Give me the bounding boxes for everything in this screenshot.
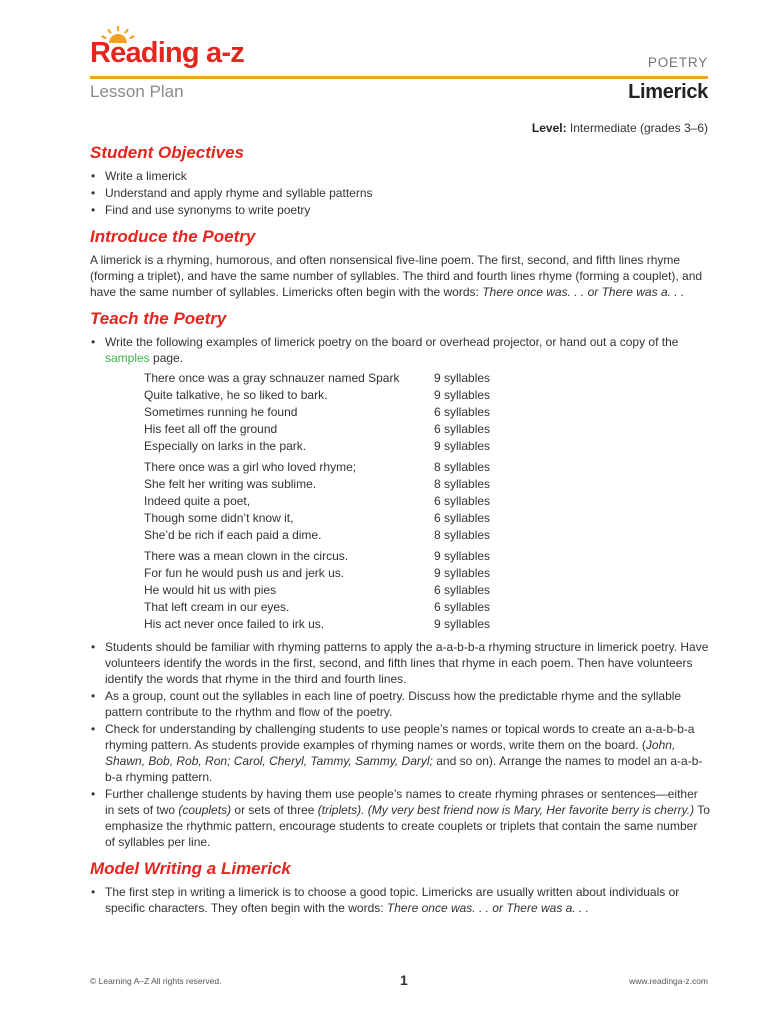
introduce-heading: Introduce the Poetry [90, 227, 256, 246]
verse-text: Though some didn’t know it, [144, 511, 294, 525]
website-url[interactable]: www.readinga-z.com [629, 976, 708, 986]
objectives-section [90, 143, 710, 218]
model-list [90, 884, 710, 916]
verse-text: She felt her writing was sublime. [144, 477, 317, 491]
poem-line [144, 421, 710, 438]
poem-examples [144, 370, 710, 633]
level-value: Intermediate (grades 3–6) [569, 121, 708, 135]
copyright: © Learning A–Z All rights reserved. [90, 976, 222, 986]
poem-line [144, 387, 710, 404]
page-title: Limerick [628, 81, 708, 103]
syllable-count: 9 syllables [434, 388, 491, 402]
teach-bullet [90, 786, 710, 850]
poem-block [144, 548, 710, 633]
bullet-italic: John, Shawn, Bob, Rob, Ron; Carol, Cheryl, Tammy, Sammy, Daryl; [105, 738, 676, 768]
verse-text: She’d be rich if each paid a dime. [144, 528, 322, 542]
verse-text: For fun he would push us and jerk us. [144, 566, 345, 580]
bullet-text: or sets of three [231, 803, 318, 817]
verse-text: His act never once failed to irk us. [144, 617, 325, 631]
verse-text: Especially on larks in the park. [144, 439, 307, 453]
syllable-count: 8 syllables [434, 528, 491, 542]
bullet-italic: There once was. . . or There was a. . . [386, 901, 590, 915]
verse-text: Quite talkative, he so liked to bark. [144, 388, 328, 402]
verse-text: His feet all off the ground [144, 422, 278, 436]
level-line [532, 121, 708, 135]
level-label: Level: [531, 121, 567, 135]
verse-text: There was a mean clown in the circus. [144, 549, 349, 563]
syllable-count: 6 syllables [434, 422, 491, 436]
bullet-text: The first step in writing a limerick is to choose a good topic. Limericks are usually written about individuals or specific characters. They often begin with the words: [105, 885, 680, 915]
objective-item: • Find and use synonyms to write poetry [90, 202, 710, 218]
poem-line [144, 616, 710, 633]
poem-line [144, 404, 710, 421]
verse-text: There once was a gray schnauzer named Spark [144, 371, 400, 385]
objectives-list [90, 168, 710, 218]
verse-text: Sometimes running he found [144, 405, 298, 419]
bullet-text: and so on). Arrange the names to model an a-a-b-b-a rhyming pattern. [105, 754, 703, 784]
poem-line [144, 527, 710, 544]
introduce-text: A limerick is a rhyming, humorous, and often nonsensical five-line poem. The first, second, and fifth lines rhyme (forming a triplet), and have the same number of syllables. The third and fourth lines rhyme (forming a couplet), and have the same number of syllables. Limericks often begin with the words: [90, 253, 703, 299]
teach-bullet: • As a group, count out the syllables in each line of poetry. Discuss how the predictable rhyme and the syllable pattern contribute to the rhythm and flow of the poetry. [90, 688, 710, 720]
poem-line [144, 438, 710, 455]
verse-text: That left cream in our eyes. [144, 600, 290, 614]
introduce-paragraph [90, 252, 710, 300]
teach-bullet: • Students should be familiar with rhyming patterns to apply the a-a-b-b-a rhyming structure in limerick poetry. Have volunteers identify the words in the first, second, and fifth lines that rhyme in each poem. Then have volunteers identify the words that rhyme in the third and fourth lines. [90, 639, 710, 687]
bullet-italic: (couplets) [178, 803, 232, 817]
samples-link[interactable]: samples [105, 351, 150, 365]
poem-block [144, 370, 710, 455]
bullet-text: Check for understanding by challenging students to use people’s names or topical words to create an a-a-b-b-a rhyming pattern. As students provide examples of rhyming names or words, write them on the board. ( [105, 722, 695, 752]
verse-text: Indeed quite a poet, [144, 494, 251, 508]
poem-line [144, 370, 710, 387]
lesson-content [90, 143, 710, 925]
syllable-count: 9 syllables [434, 617, 491, 631]
poem-line [144, 548, 710, 565]
poem-line [144, 510, 710, 527]
poem-line [144, 565, 710, 582]
syllable-count: 6 syllables [434, 494, 491, 508]
syllable-count: 6 syllables [434, 511, 491, 525]
teach-intro-after: page. [149, 351, 184, 365]
model-bullet [90, 884, 710, 916]
logo-wordmark: Reading a-z [90, 37, 244, 69]
bullet-italic: (triplets). (My very best friend now is Mary, Her favorite berry is cherry.) [317, 803, 695, 817]
syllable-count: 9 syllables [434, 439, 491, 453]
poem-block [144, 459, 710, 544]
poem-line [144, 459, 710, 476]
syllable-count: 9 syllables [434, 549, 491, 563]
objectives-heading: Student Objectives [90, 143, 244, 162]
verse-text: There once was a girl who loved rhyme; [144, 460, 357, 474]
syllable-count: 6 syllables [434, 405, 491, 419]
teach-heading: Teach the Poetry [90, 309, 227, 328]
objective-item: • Understand and apply rhyme and syllable patterns [90, 185, 710, 201]
syllable-count: 8 syllables [434, 477, 491, 491]
teach-list [90, 334, 710, 850]
model-heading: Model Writing a Limerick [90, 859, 291, 878]
reading-az-logo [90, 26, 244, 74]
category-label: POETRY [647, 55, 708, 70]
introduce-section [90, 227, 710, 300]
bullet-text: To emphasize the rhythmic pattern, encourage students to create couplets or triplets that contain the same number of syllables per line. [105, 803, 710, 849]
poem-line [144, 476, 710, 493]
teach-bullet [90, 334, 710, 633]
syllable-count: 6 syllables [434, 600, 491, 614]
teach-intro-before: Write the following examples of limerick poetry on the board or overhead projector, or hand out a copy of the [105, 335, 679, 349]
poem-line [144, 493, 710, 510]
introduce-italic: There once was. . . or There was a. . . [482, 285, 685, 299]
page-number: 1 [400, 972, 408, 988]
syllable-count: 8 syllables [434, 460, 491, 474]
header-divider [90, 76, 708, 79]
teach-bullet [90, 721, 710, 785]
verse-text: He would hit us with pies [144, 583, 277, 597]
model-section [90, 859, 710, 916]
poem-line [144, 582, 710, 599]
objective-item: • Write a limerick [90, 168, 710, 184]
syllable-count: 9 syllables [434, 566, 491, 580]
syllable-count: 9 syllables [434, 371, 491, 385]
bullet-text: Further challenge students by having them use people’s names to create rhyming phrases or sentences—either in sets of two [105, 787, 698, 817]
syllable-count: 6 syllables [434, 583, 491, 597]
teach-section [90, 309, 710, 850]
lesson-plan-label: Lesson Plan [90, 82, 184, 101]
poem-line [144, 599, 710, 616]
